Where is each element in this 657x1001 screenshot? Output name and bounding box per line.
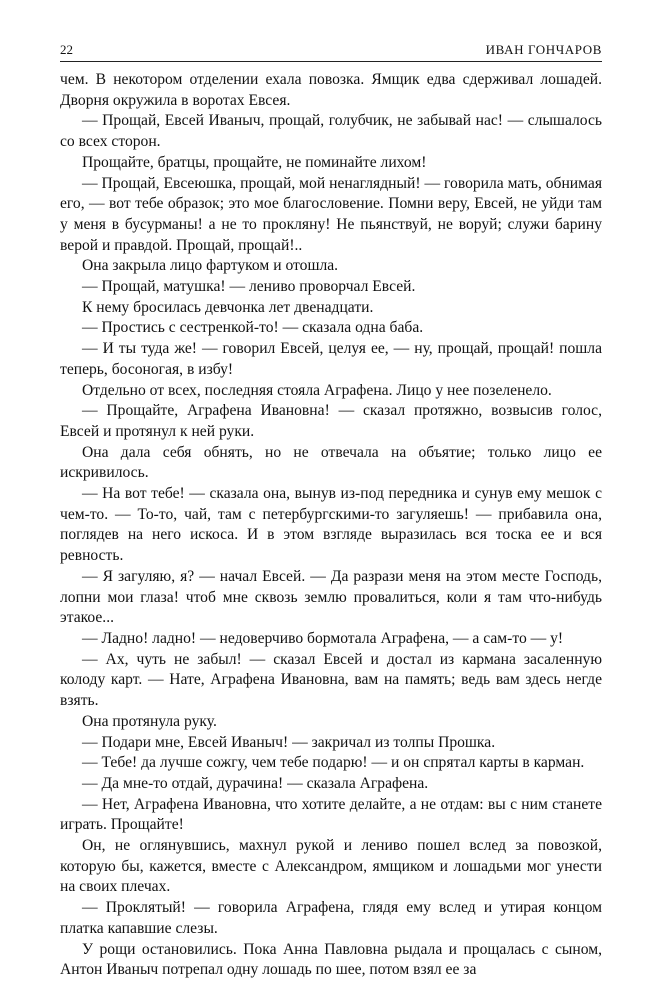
paragraph: — Тебе! да лучше сожгу, чем тебе подарю! — и он спрятал карты в карман. [82,754,585,772]
paragraph: — На вот тебе! — сказала она, вынув из-под передника и сунув ему мешок с чем-то. — То-то, чай, там с петербургскими-то загуляешь! — прибавила она, поглядев на него искоса. И в этом взгляде выразилась вся тоска ее и вся ревность. [60,485,602,565]
paragraph: — Прощай, Евсей Иваныч, прощай, голубчик, не забывай нас! — слышалось со всех сторон. [60,112,602,151]
body-text [60,70,602,981]
header-rule [60,61,602,62]
paragraph: — Я загуляю, я? — начал Евсей. — Да разрази меня на этом месте Господь, лопни мои глаза! чтоб мне сквозь землю провалиться, коли я там что-нибудь этакое... [60,567,602,627]
paragraph: К нему бросилась девчонка лет двенадцати. [82,298,374,316]
paragraph: Отдельно от всех, последняя стояла Аграфена. Лицо у нее позеленело. [82,381,552,399]
running-head [60,42,602,60]
paragraph: — Прощай, матушка! — лениво проворчал Евсей. [82,278,416,296]
paragraph: Она дала себя обнять, но не отвечала на объятие; только лицо ее искривилось. [60,443,602,482]
paragraph: — Нет, Аграфена Ивановна, что хотите делайте, а не отдам: вы с ним станете играть. Прощайте! [60,795,602,834]
paragraph: чем. В некотором отделении ехала повозка. Ямщик едва сдерживал лошадей. Дворня окружила в воротах Евсея. [60,71,602,109]
author-name: ИВАН ГОНЧАРОВ [485,42,602,57]
paragraph: — И ты туда же! — говорил Евсей, целуя ее, — ну, прощай, прощай! пошла теперь, босоногая, в избу! [60,340,602,378]
paragraph: — Ах, чуть не забыл! — сказал Евсей и достал из кармана засаленную колоду карт. — Нате, Аграфена Ивановна, вам на память; ведь вам здесь негде взять. [60,650,602,710]
paragraph: — Простись с сестренкой-то! — сказала одна баба. [82,319,424,337]
paragraph: — Проклятый! — говорила Аграфена, глядя ему вслед и утирая концом платка капавшие слезы. [60,899,602,937]
paragraph: — Прощайте, Аграфена Ивановна! — сказал протяжно, возвысив голос, Евсей и протянул к ней руки. [60,402,602,440]
paragraph: Она протянула руку. [82,712,217,730]
page-number: 22 [60,42,73,57]
paragraph: Он, не оглянувшись, махнул рукой и лениво пошел вслед за повозкой, которую бы, кажется, вместе с Александром, ямщиком и лошадьми мог унести на своих плечах. [60,837,602,896]
paragraph: Прощайте, братцы, прощайте, не поминайте лихом! [82,153,427,171]
paragraph: У рощи остановились. Пока Анна Павловна рыдала и прощалась с сыном, Антон Иваныч потрепал одну лошадь по шее, потом взял ее за [60,940,602,979]
paragraph: — Ладно! ладно! — недоверчиво бормотала Аграфена, — а сам-то — у! [82,629,564,647]
paragraph: — Подари мне, Евсей Иваныч! — закричал из толпы Прошка. [82,733,496,751]
paragraph: — Да мне-то отдай, дурачина! — сказала Аграфена. [82,774,429,792]
paragraph: — Прощай, Евсеюшка, прощай, мой ненаглядный! — говорила мать, обнимая его, — вот тебе образок; это мое благословение. Помни веру, Евсей, не уйди там у меня в бусурманы! а не то прокляну! Не пьянствуй, не воруй; служи барину верой и правдой. Прощай, прощай!.. [60,174,602,254]
paragraph: Она закрыла лицо фартуком и отошла. [82,257,339,275]
